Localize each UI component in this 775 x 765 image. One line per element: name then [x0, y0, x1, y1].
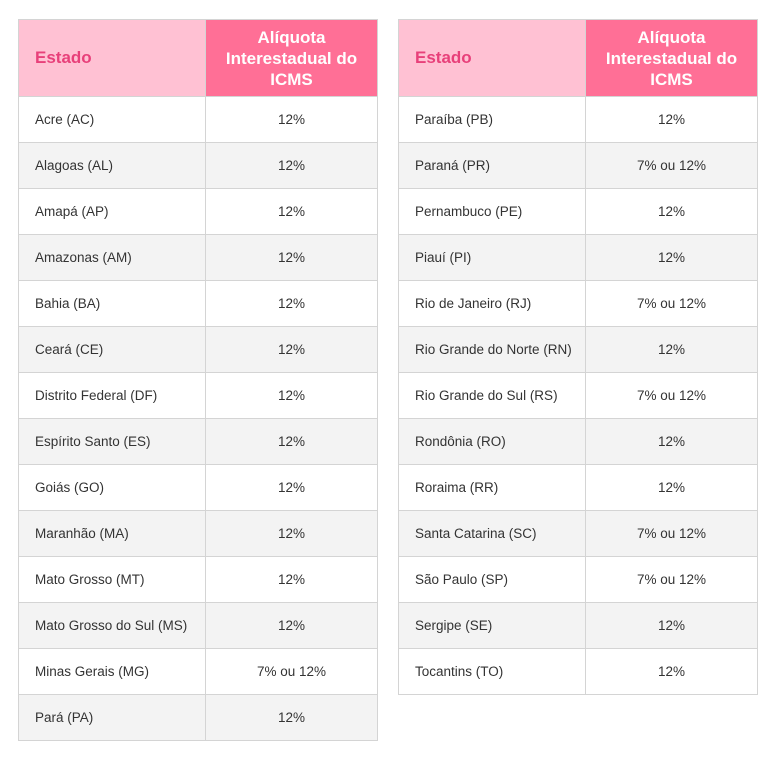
table-row: [399, 649, 758, 695]
rate-cell: 12%: [586, 603, 758, 649]
table-row: [399, 465, 758, 511]
rate-cell: 12%: [206, 97, 378, 143]
state-cell: Distrito Federal (DF): [19, 373, 206, 419]
state-cell: Roraima (RR): [399, 465, 586, 511]
state-cell: Tocantins (TO): [399, 649, 586, 695]
state-cell: Paraná (PR): [399, 143, 586, 189]
rate-cell: 12%: [206, 603, 378, 649]
rate-cell: 12%: [206, 465, 378, 511]
rate-cell: 7% ou 12%: [586, 281, 758, 327]
rate-cell: 12%: [206, 695, 378, 741]
state-cell: Rio Grande do Sul (RS): [399, 373, 586, 419]
table-row: [399, 327, 758, 373]
rate-cell: 12%: [206, 189, 378, 235]
table-row: [19, 189, 378, 235]
table-header-row: [399, 20, 758, 97]
state-cell: Alagoas (AL): [19, 143, 206, 189]
state-cell: Rio de Janeiro (RJ): [399, 281, 586, 327]
state-cell: Amazonas (AM): [19, 235, 206, 281]
header-state: Estado: [19, 20, 206, 97]
rate-cell: 12%: [206, 327, 378, 373]
table-row: [399, 189, 758, 235]
table-row: [19, 465, 378, 511]
icms-table-right: [398, 19, 758, 695]
state-cell: Sergipe (SE): [399, 603, 586, 649]
rate-cell: 7% ou 12%: [586, 373, 758, 419]
table-row: [19, 327, 378, 373]
state-cell: Maranhão (MA): [19, 511, 206, 557]
rate-cell: 7% ou 12%: [586, 557, 758, 603]
header-state: Estado: [399, 20, 586, 97]
table-row: [399, 419, 758, 465]
rate-cell: 12%: [206, 373, 378, 419]
state-cell: Paraíba (PB): [399, 97, 586, 143]
rate-cell: 12%: [586, 419, 758, 465]
table-row: [19, 97, 378, 143]
state-cell: Espírito Santo (ES): [19, 419, 206, 465]
rate-cell: 12%: [206, 143, 378, 189]
table-row: [19, 281, 378, 327]
table-row: [19, 419, 378, 465]
rate-cell: 12%: [206, 281, 378, 327]
header-rate: Alíquota Interestadual do ICMS: [206, 20, 378, 97]
table-row: [19, 695, 378, 741]
state-cell: Mato Grosso do Sul (MS): [19, 603, 206, 649]
icms-table-left: [18, 19, 378, 741]
table-row: [19, 649, 378, 695]
state-cell: São Paulo (SP): [399, 557, 586, 603]
table-header-row: [19, 20, 378, 97]
table-body-left: [19, 97, 378, 741]
table-row: [399, 603, 758, 649]
state-cell: Santa Catarina (SC): [399, 511, 586, 557]
rate-cell: 12%: [206, 419, 378, 465]
rate-cell: 7% ou 12%: [206, 649, 378, 695]
table-row: [399, 143, 758, 189]
rate-cell: 7% ou 12%: [586, 511, 758, 557]
header-rate: Alíquota Interestadual do ICMS: [586, 20, 758, 97]
table-row: [19, 143, 378, 189]
rate-cell: 12%: [586, 97, 758, 143]
state-cell: Acre (AC): [19, 97, 206, 143]
rate-cell: 12%: [586, 189, 758, 235]
table-row: [19, 557, 378, 603]
table-row: [399, 511, 758, 557]
state-cell: Rondônia (RO): [399, 419, 586, 465]
state-cell: Pará (PA): [19, 695, 206, 741]
table-row: [399, 373, 758, 419]
state-cell: Rio Grande do Norte (RN): [399, 327, 586, 373]
state-cell: Ceará (CE): [19, 327, 206, 373]
table-body-right: [399, 97, 758, 695]
rate-cell: 12%: [586, 465, 758, 511]
table-row: [399, 557, 758, 603]
rate-cell: 12%: [206, 511, 378, 557]
table-row: [19, 603, 378, 649]
state-cell: Goiás (GO): [19, 465, 206, 511]
state-cell: Bahia (BA): [19, 281, 206, 327]
state-cell: Minas Gerais (MG): [19, 649, 206, 695]
rate-cell: 12%: [586, 327, 758, 373]
state-cell: Piauí (PI): [399, 235, 586, 281]
table-row: [399, 281, 758, 327]
rate-cell: 12%: [206, 557, 378, 603]
rate-cell: 12%: [586, 235, 758, 281]
table-row: [399, 97, 758, 143]
rate-cell: 12%: [586, 649, 758, 695]
state-cell: Pernambuco (PE): [399, 189, 586, 235]
rate-cell: 12%: [206, 235, 378, 281]
rate-cell: 7% ou 12%: [586, 143, 758, 189]
table-row: [399, 235, 758, 281]
state-cell: Amapá (AP): [19, 189, 206, 235]
table-row: [19, 235, 378, 281]
state-cell: Mato Grosso (MT): [19, 557, 206, 603]
table-row: [19, 373, 378, 419]
table-row: [19, 511, 378, 557]
